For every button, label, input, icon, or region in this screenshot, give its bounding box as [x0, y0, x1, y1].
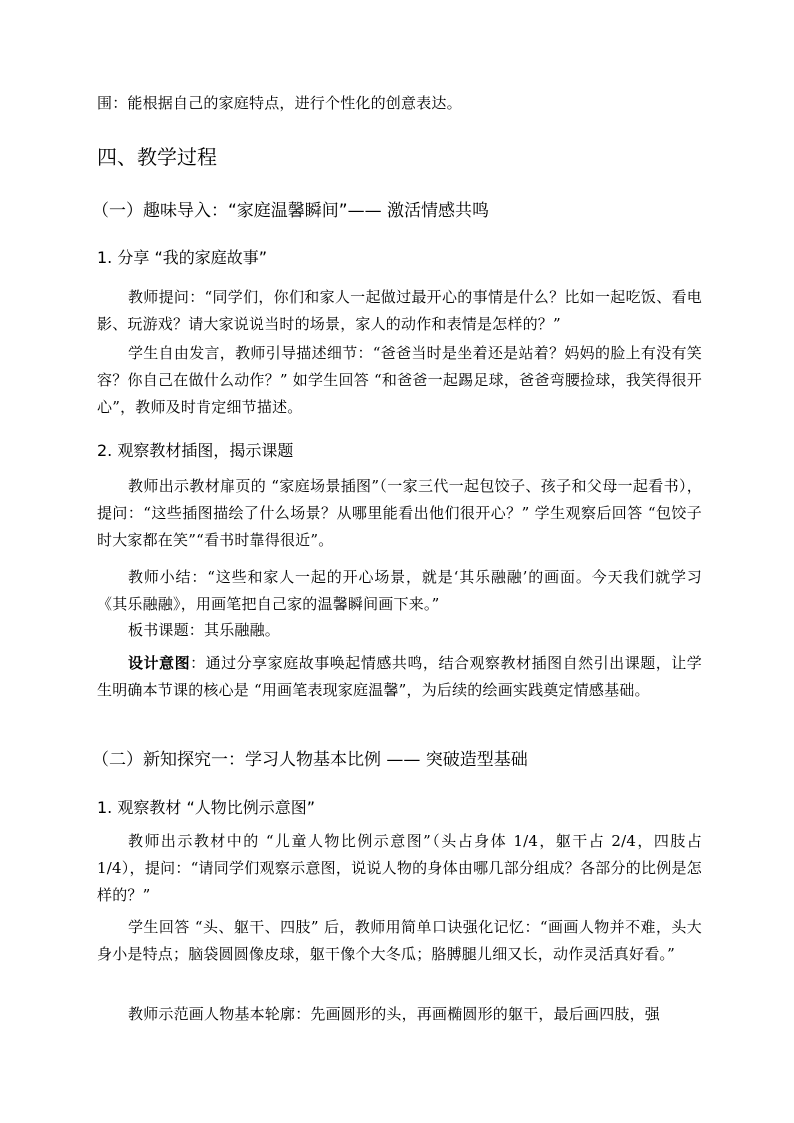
part2-sub1-heading: 1. 观察教材 “人物比例示意图” [97, 798, 316, 817]
part1-sub2-paragraph-1: 教师出示教材扉页的 “家庭场景插图”（一家三代一起包饺子、孩子和父母一起看书），提问：“这些插图描绘了什么场景？从哪里能看出他们很开心？” 学生观察后回答 “包饺子时大家都在笑”“看书时靠得很近”。 [97, 477, 702, 549]
part1-heading: （一）趣味导入：“家庭温馨瞬间”—— 激活情感共鸣 [92, 201, 490, 221]
part2-heading: （二）新知探究一：学习人物基本比例 —— 突破造型基础 [92, 750, 528, 770]
part1-sub1-paragraph-1: 教师提问：“同学们，你们和家人一起做过最开心的事情是什么？比如一起吃饭、看电影、玩游戏？请大家说说当时的场景，家人的动作和表情是怎样的？” [97, 288, 702, 333]
part1-sub2-heading: 2. 观察教材插图，揭示课题 [97, 441, 294, 460]
design-intent-text: ：通过分享家庭故事唤起情感共鸣，结合观察教材插图自然引出课题，让学生明确本节课的核心是 “用画笔表现家庭温馨”，为后续的绘画实践奠定情感基础。 [97, 654, 702, 699]
section-title-teaching-process: 四、教学过程 [97, 145, 217, 169]
intro-tail-paragraph: 围：能根据自己的家庭特点，进行个性化的创意表达。 [97, 94, 462, 112]
part2-sub1-paragraph-3: 教师示范画人物基本轮廓：先画圆形的头，再画椭圆形的躯干，最后画四肢，强 [128, 1005, 661, 1023]
design-intent-paragraph [97, 650, 702, 704]
part1-sub1-heading: 1. 分享 “我的家庭故事” [97, 248, 268, 267]
part1-sub2-paragraph-3: 板书课题：其乐融融。 [128, 621, 281, 639]
part2-sub1-paragraph-1: 教师出示教材中的 “儿童人物比例示意图”（头占身体 1/4，躯干占 2/4，四肢占 1/4），提问：“请同学们观察示意图，说说人物的身体由哪几部分组成？各部分的比例是怎样的？” [97, 832, 702, 904]
part1-sub1-paragraph-2: 学生自由发言，教师引导描述细节：“爸爸当时是坐着还是站着？妈妈的脸上有没有笑容？你自己在做什么动作？” 如学生回答 “和爸爸一起踢足球，爸爸弯腰捡球，我笑得很开心”，教师及时肯定细节描述。 [97, 344, 702, 416]
part2-sub1-paragraph-2: 学生回答 “头、躯干、四肢” 后，教师用简单口诀强化记忆：“画画人物并不难，头大身小是特点；脑袋圆圆像皮球，躯干像个大冬瓜；胳膊腿儿细又长，动作灵活真好看。” [97, 918, 702, 963]
part1-sub2-paragraph-2: 教师小结：“这些和家人一起的开心场景，就是‘其乐融融’的画面。今天我们就学习《其乐融融》，用画笔把自己家的温馨瞬间画下来。” [97, 568, 702, 613]
design-intent-label: 设计意图 [128, 654, 191, 672]
